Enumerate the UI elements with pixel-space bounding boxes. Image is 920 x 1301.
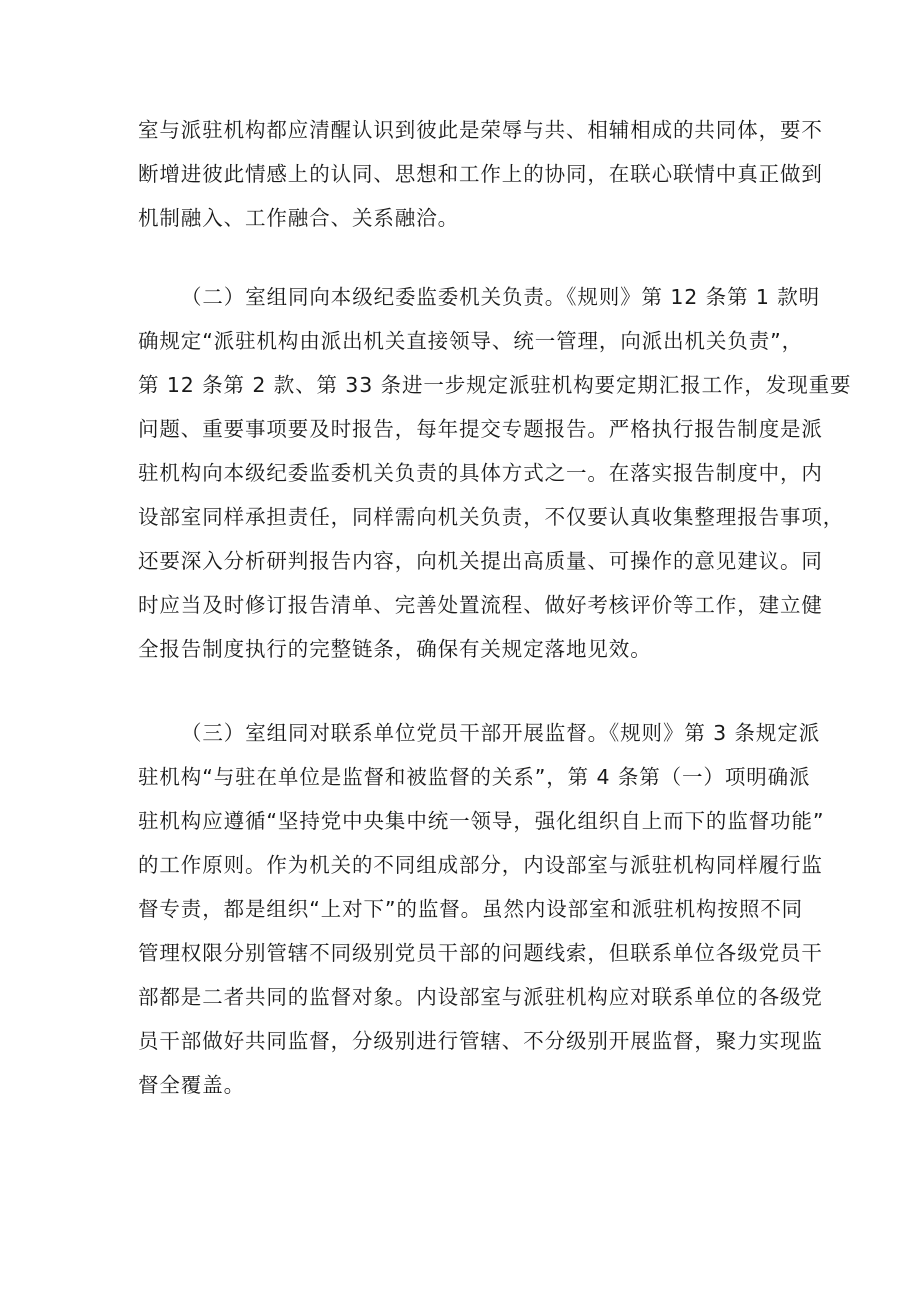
- paragraph-line: 机制融入、工作融合、关系融洽。: [138, 206, 459, 230]
- paragraph-line: 设部室同样承担责任，同样需向机关负责，不仅要认真收集整理报告事项，: [138, 505, 845, 529]
- paragraph-line: 督专责，都是组织“上对下”的监督。虽然内设部室和派驻机构按照不同: [138, 897, 804, 921]
- paragraph-line: 确规定“派驻机构由派出机关直接领导、统一管理，向派出机关负责”，: [138, 329, 804, 353]
- paragraph-line: 管理权限分别管辖不同级别党员干部的问题线索，但联系单位各级党员干: [138, 941, 823, 965]
- paragraph-1: [138, 108, 823, 240]
- paragraph-line: 第 12 条第 2 款、第 33 条进一步规定派驻机构要定期汇报工作，发现重要: [138, 373, 852, 397]
- paragraph-2: [138, 275, 852, 671]
- paragraph-line: 时应当及时修订报告清单、完善处置流程、做好考核评价等工作，建立健: [138, 593, 823, 617]
- paragraph-line: 员干部做好共同监督，分级别进行管辖、不分级别开展监督，聚力实现监: [138, 1029, 823, 1053]
- paragraph-line: 部都是二者共同的监督对象。内设部室与派驻机构应对联系单位的各级党: [138, 985, 823, 1009]
- paragraph-line: 断增进彼此情感上的认同、思想和工作上的协同，在联心联情中真正做到: [138, 162, 823, 186]
- paragraph-line: 室与派驻机构都应清醒认识到彼此是荣辱与共、相辅相成的共同体，要不: [138, 118, 823, 142]
- paragraph-line: 问题、重要事项要及时报告，每年提交专题报告。严格执行报告制度是派: [138, 417, 823, 441]
- paragraph-line: 督全覆盖。: [138, 1073, 245, 1097]
- paragraph-line: 驻机构应遵循“坚持党中央集中统一领导，强化组织自上而下的监督功能”: [138, 809, 825, 833]
- paragraph-line: 驻机构“与驻在单位是监督和被监督的关系”，第 4 条第（一）项明确派: [138, 765, 811, 789]
- paragraph-3: [138, 711, 825, 1107]
- paragraph-line: 还要深入分析研判报告内容，向机关提出高质量、可操作的意见建议。同: [138, 549, 823, 573]
- paragraph-line: （三）室组同对联系单位党员干部开展监督。《规则》第 3 条规定派: [181, 721, 821, 745]
- paragraph-line: 驻机构向本级纪委监委机关负责的具体方式之一。在落实报告制度中，内: [138, 461, 823, 485]
- paragraph-line: 全报告制度执行的完整链条，确保有关规定落地见效。: [138, 637, 652, 661]
- paragraph-line: （二）室组同向本级纪委监委机关负责。《规则》第 12 条第 1 款明: [181, 285, 821, 309]
- paragraph-line: 的工作原则。作为机关的不同组成部分，内设部室与派驻机构同样履行监: [138, 853, 823, 877]
